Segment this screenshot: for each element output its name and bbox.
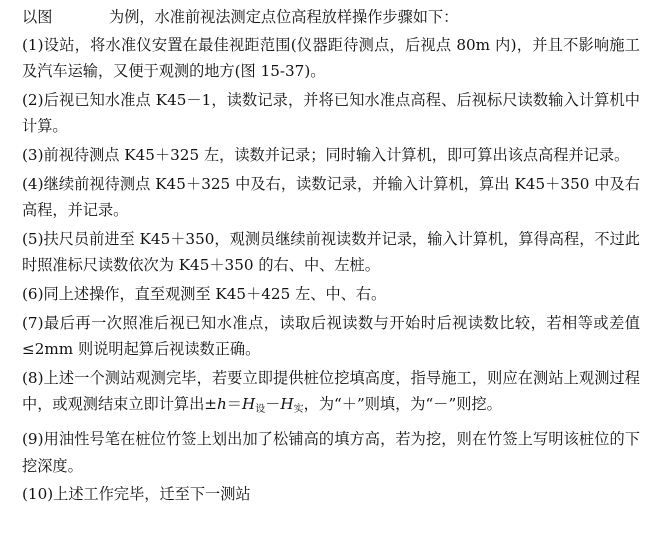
step-8	[22, 365, 640, 424]
formula-equals: ＝	[226, 395, 242, 414]
formula-sub-design: 设	[255, 404, 266, 416]
formula-h-actual: H	[280, 395, 294, 414]
step-2: (2)后视已知水准点 K45－1，读数记录，并将已知水准点高程、后视标尺读数输入计算机中计算。	[22, 90, 640, 136]
formula-minus: －	[265, 395, 281, 414]
step-3: (3)前视待测点 K45＋325 左，读数并记录；同时输入计算机，即可算出该点高程并记录。	[22, 145, 630, 164]
step-8-text-before: (8)上述一个测站观测完毕，若要立即提供桩位挖填高度，指导施工，则应在测站上观测过程中，或观测结束立即计算出±	[22, 368, 640, 414]
step-7: (7)最后再一次照准后视已知水准点，读取后视读数与开始时后视读数比较，若相等或差值≤2mm 则说明起算后视读数正确。	[22, 313, 640, 359]
formula-h-design: H	[241, 395, 256, 414]
step-8-text-after: ，为“＋”则填，为“－”则挖。	[303, 395, 502, 414]
formula-h: h	[216, 395, 227, 414]
intro-text: 为例，水准前视法测定点位高程放样操作步骤如下：	[109, 8, 459, 26]
step-4: (4)继续前视待测点 K45＋325 中及右，读数记录，并输入计算机，算出 K45＋350 中及右高程，并记录。	[22, 174, 640, 220]
formula-sub-actual: 实	[293, 404, 304, 416]
step-5: (5)扶尺员前进至 K45＋350，观测员继续前视读数并记录，输入计算机，算得高程，不过此时照准标尺读数依次为 K45＋350 的右、中、左桩。	[22, 229, 640, 275]
intro-lead: 以图	[22, 8, 53, 26]
step-6: (6)同上述操作，直至观测至 K45＋425 左、中、右。	[22, 284, 387, 303]
step-9: (9)用油性号笔在桩位竹签上划出加了松铺高的填方高，若为挖，则在竹签上写明该桩位的下挖深度。	[22, 429, 640, 475]
step-10: (10)上述工作完毕，迁至下一测站	[22, 485, 251, 504]
intro-line	[22, 4, 640, 31]
step-1: (1)设站，将水准仪安置在最佳视距范围(仪器距待测点，后视点 80m 内)，并且不影响施工及汽车运输，又便于观测的地方(图 15-37)。	[22, 35, 640, 81]
